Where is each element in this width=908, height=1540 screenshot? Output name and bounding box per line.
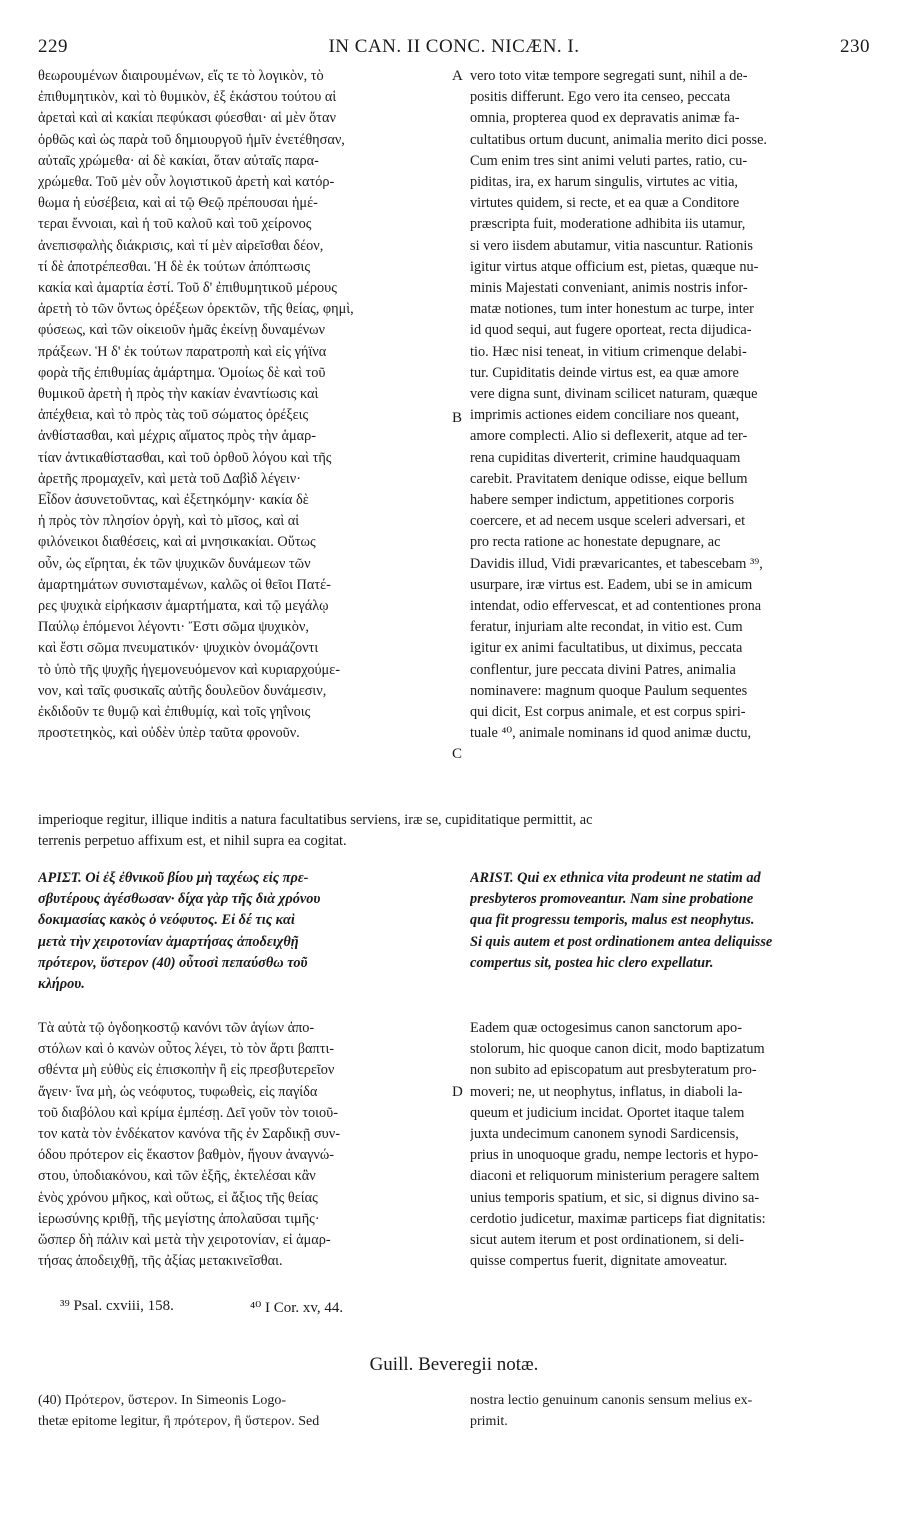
margin-marker-d: D	[452, 1084, 463, 1100]
latin-text-line: tur. Cupiditatis deinde virtus est, ea quæ amore	[470, 364, 739, 381]
arist-latin-summary	[470, 868, 874, 974]
latin-text-line: non subito ad episcopatum aut presbyteratum pro-	[470, 1062, 757, 1079]
greek-text-line: ὀρθῶς καὶ ὡς παρὰ τοῦ δημιουργοῦ ἡμῖν ἐνετέθησαν,	[38, 131, 345, 148]
greek-text-line: Παύλῳ ἑπόμενοι λέγοντι· Ἔστι σῶμα ψυχικὸν,	[38, 619, 309, 636]
full-width-continuation	[38, 810, 874, 852]
arist-greek-line: δοκιμασίας κακὸς ὁ νεόφυτος. Εἰ δέ τις καὶ	[38, 912, 295, 929]
latin-text-line: igitur ex animi facultatibus, ut diximus, peccata	[470, 640, 743, 657]
latin-text-line: Davidis illud, Vidi prævaricantes, et tabescebam ³⁹,	[470, 555, 763, 572]
note-right-column	[470, 1390, 874, 1432]
greek-text-line: νον, καὶ ταῖς φυσικαῖς αὐτῆς δουλεῦον δυνάμεσιν,	[38, 682, 327, 699]
footnote-40: ⁴⁰ I Cor. xv, 44.	[250, 1300, 344, 1316]
greek-text-line: ἀνεπισφαλὴς διάκρισις, καὶ τί μὲν αἱρεῖσθαι δέον,	[38, 237, 324, 254]
greek-text-line: πράξεων. Ἡ δ' ἐκ τούτων παρατροπὴ καὶ εἰς γήϊνα	[38, 343, 327, 360]
greek-text-line: ἀρεταὶ καὶ αἱ κακίαι πεφύκασι φύεσθαι· αἱ μὲν ὅταν	[38, 110, 336, 127]
greek-column-bottom	[38, 1018, 448, 1272]
arist-greek-summary	[38, 868, 448, 995]
latin-text-line: Eadem quæ octogesimus canon sanctorum apo-	[470, 1020, 742, 1036]
latin-text-line: tio. Hæc nisi teneat, in vitium crimenque delabi-	[470, 343, 747, 360]
arist-greek-line: σβυτέρους ἀγέσθωσαν· δίχα γὰρ τῆς διὰ χρόνου	[38, 891, 321, 908]
latin-text-line: vere digna sunt, divinam scilicet naturam, quæque	[470, 386, 758, 403]
greek-text-line: θεωρουμένων διαιρουμένων, εἴς τε τὸ λογικὸν, τὸ	[38, 68, 324, 84]
notes-title: Guill. Beveregii notæ.	[369, 1354, 539, 1375]
margin-marker-a: A	[452, 68, 463, 84]
latin-text-line: moveri; ne, ut neophytus, inflatus, in diaboli la-	[470, 1083, 743, 1100]
latin-text-line: coercere, et ad necem usque sceleri adversari, et	[470, 513, 746, 530]
page-number-left: 229	[38, 36, 68, 57]
latin-text-line: piditas, ira, ex harum singulis, virtutes ac vitia,	[470, 174, 739, 191]
arist-greek-line: ΑΡΙΣΤ. Οἱ ἐξ ἐθνικοῦ βίου μὴ ταχέως εἰς πρε-	[38, 870, 309, 886]
greek-text-line: φιλόνεικοι διαθέσεις, καὶ αἱ μνησικακίαι. Οὕτως	[38, 534, 316, 551]
latin-text-line: cerdotio judicetur, maximæ particeps fiat dignitatis:	[470, 1210, 766, 1227]
latin-text-line: pro recta ratione ac honestate depugnare, ac	[470, 534, 721, 551]
greek-text-line: αὐταῖς χρώμεθα· αἱ δὲ κακίαι, ὅταν αὐταῖς παρα-	[38, 152, 319, 169]
arist-latin-line: compertus sit, postea hic clero expellatur.	[470, 954, 714, 971]
latin-text-line: Cum enim tres sint animi veluti partes, ratio, cu-	[470, 152, 748, 169]
latin-text-line: matæ notiones, tum inter honestum ac turpe, inter	[470, 301, 754, 318]
arist-latin-line: presbyteros promoveantur. Nam sine probatione	[470, 891, 754, 908]
greek-text-line: ἱερωσύνης κριθῇ, τῆς μεγίστης ἀπολαῦσαι τιμῆς·	[38, 1210, 320, 1227]
greek-text-line: Εἶδον ἀσυνετοῦντας, καὶ ἐξετηκόμην· κακία δὲ	[38, 492, 309, 509]
greek-text-line: σθέντα μὴ εὐθὺς εἰς ἐπισκοπὴν ἢ εἰς πρεσβυτερεῖον	[38, 1062, 335, 1079]
greek-text-line: φύσεως, καὶ τῶν οἰκειοῦν ἡμᾶς ἐκείνῃ δυναμένων	[38, 322, 325, 339]
latin-text-line: unius temporis spatium, et sic, si dignus divino sa-	[470, 1189, 760, 1206]
latin-text-line: queum et judicium incidat. Oportet itaque talem	[470, 1104, 745, 1121]
greek-text-line: ἐπιθυμητικὸν, καὶ τὸ θυμικὸν, ἐξ ἑκάστου τούτου αἱ	[38, 89, 337, 106]
margin-marker-b: B	[452, 410, 463, 426]
greek-text-line: στόλων καὶ ὁ κανὼν οὗτος λέγει, τὸ τὸν ἄρτι βαπτι-	[38, 1041, 335, 1058]
greek-column-top	[38, 66, 448, 745]
greek-text-line: ἀπέχθεια, καὶ τὸ πρὸς τὰς τοῦ σώματος ὀρέξεις	[38, 407, 309, 424]
latin-text-line: imperioque regitur, illique inditis a natura facultatibus serviens, iræ se, cupiditatique permittit, ac	[38, 812, 593, 828]
greek-text-line: ἀρετῆς προμαχεῖν, καὶ μετὰ τοῦ Δαβὶδ λέγειν·	[38, 470, 301, 487]
greek-text-line: όδου πρότερον εἰς ἕκαστον βαθμὸν, ἤγουν ἀναγνώ-	[38, 1147, 335, 1164]
latin-text-line: conflentur, jure peccata divini Patres, animalia	[470, 661, 736, 678]
greek-text-line: στου, ὑποδιακόνου, καὶ τῶν ἑξῆς, ἐκτελέσαι κἂν	[38, 1168, 316, 1185]
latin-text-line: vero toto vitæ tempore segregati sunt, nihil a de-	[470, 68, 748, 84]
latin-text-line: omnia, propterea quod ex depravatis animæ fa-	[470, 110, 740, 127]
latin-text-line: præscripta fuit, moderatione adhibita iis utamur,	[470, 216, 746, 233]
latin-text-line: sicut autem iterum et post ordinationem, si deli-	[470, 1232, 744, 1249]
latin-text-line: id quod sequi, aut fugere oporteat, recta dijudica-	[470, 322, 752, 339]
greek-text-line: οὖν, ὡς εἴρηται, ἐκ τῶν ψυχικῶν δυνάμεων τῶν	[38, 555, 311, 572]
note-line: nostra lectio genuinum canonis sensum melius ex-	[470, 1393, 753, 1408]
latin-text-line: terrenis perpetuo affixum est, et nihil supra ea cogitat.	[38, 833, 347, 850]
greek-text-line: τήσας ἀποδειχθῇ, τῆς ἀξίας μετακινεῖσθαι.	[38, 1253, 283, 1270]
greek-text-line: ἁμαρτημάτων συνισταμένων, καλῶς οἱ θεῖοι Πατέ-	[38, 576, 331, 593]
greek-text-line: κακία καὶ ἁμαρτία ἐστί. Τοῦ δ' ἐπιθυμητικοῦ μέρους	[38, 280, 337, 297]
arist-greek-line: πρότερον, ὕστερον (40) οὗτοσὶ πεπαύσθω τοῦ	[38, 954, 308, 971]
greek-text-line: προστετηκὸς, καὶ οὐδὲν ὑπὲρ ταῦτα φρονοῦν.	[38, 725, 300, 742]
note-line: (40) Πρότερον, ὕστερον. In Simeonis Logo-	[38, 1393, 287, 1408]
latin-text-line: positis differunt. Ego vero ita censeo, peccata	[470, 89, 731, 106]
arist-greek-line: μετὰ τὴν χειροτονίαν ἁμαρτήσας ἀποδειχθῇ	[38, 933, 299, 950]
latin-text-line: qui dicit, Est corpus animale, et est corpus spiri-	[470, 704, 746, 721]
arist-latin-line: ARIST. Qui ex ethnica vita prodeunt ne statim ad	[470, 870, 761, 886]
greek-text-line: τεραι ἔννοιαι, καὶ ἡ τοῦ καλοῦ καὶ τοῦ χείρονος	[38, 216, 312, 233]
note-left-column	[38, 1390, 448, 1432]
arist-latin-line: Si quis autem et post ordinationem antea deliquisse	[470, 933, 773, 950]
arist-greek-line: κλήρου.	[38, 976, 85, 993]
greek-text-line: τίαν ἀντικαθίστασθαι, καὶ τοῦ ὀρθοῦ λόγου καὶ τῆς	[38, 449, 332, 466]
latin-text-line: stolorum, hic quoque canon dicit, modo baptizatum	[470, 1041, 765, 1058]
latin-text-line: virtutes quidem, si recte, et ea quæ a Conditore	[470, 195, 740, 212]
margin-marker-c: C	[452, 746, 463, 762]
note-line: thetæ epitome legitur, ἢ πρότερον, ἢ ὕστερον. Sed	[38, 1414, 320, 1430]
latin-text-line: si vero iisdem abutamur, vitia nascuntur. Rationis	[470, 237, 753, 254]
latin-text-line: habere semper indictum, appetitiones corporis	[470, 492, 735, 509]
greek-text-line: ρες ψυχικὰ εἰρήκασιν ἁμαρτήματα, καὶ τῷ μεγάλῳ	[38, 598, 329, 615]
latin-text-line: carebit. Pravitatem denique odisse, eique bellum	[470, 470, 748, 487]
greek-text-line: τον κατὰ τὸν ἑνδέκατον κανόνα τῆς ἐν Σαρδικῇ συν-	[38, 1126, 340, 1143]
greek-text-line: τί δὲ ἀποτρέπεσθαι. Ἡ δὲ ἐκ τούτων ἀπόπτωσις	[38, 258, 311, 275]
page-number-right: 230	[840, 36, 870, 57]
latin-text-line: diaconi et reliquorum ministerium peragere saltem	[470, 1168, 760, 1185]
latin-text-line: tuale ⁴⁰, animale nominans id quod animæ ductu,	[470, 725, 752, 742]
greek-text-line: ὥσπερ δὴ πάλιν καὶ μετὰ τὴν χειροτονίαν, εἰ ἁμαρ-	[38, 1232, 331, 1249]
latin-text-line: igitur virtus atque officium est, pietas, quæque nu-	[470, 258, 759, 275]
latin-text-line: nominavere: magnum quoque Paulum sequentes	[470, 682, 748, 699]
running-title: IN CAN. II CONC. NICÆN. I.	[328, 36, 580, 57]
latin-text-line: juxta undecimum canonem synodi Sardicensis,	[470, 1126, 739, 1143]
latin-text-line: feratur, injuriam alte recondat, in vitio est. Cum	[470, 619, 743, 636]
latin-column-top	[470, 66, 874, 745]
greek-text-line: ἀρετὴ τὸ τῶν ὄντως ὀρέξεων ὀρεκτῶν, τῆς θείας, φημὶ,	[38, 301, 354, 318]
greek-text-line: θωμα ἡ εὐσέβεια, καὶ αἱ τῷ Θεῷ πρέπουσαι ἡμέ-	[38, 195, 318, 212]
greek-text-line: φορὰ τῆς ἐπιθυμίας ἁμάρτημα. Ὁμοίως δὲ καὶ τοῦ	[38, 364, 326, 381]
latin-text-line: cultatibus ortum ducunt, animalia merito dici posse.	[470, 131, 767, 148]
greek-text-line: θυμικοῦ ἀρετὴ ἡ πρὸς τὴν κακίαν ἐναντίωσις καὶ	[38, 386, 319, 403]
latin-column-bottom	[470, 1018, 874, 1272]
greek-text-line: ἐκδιδοῦν τε θυμῷ καὶ ἐπιθυμίᾳ, καὶ τοῖς γηΐνοις	[38, 704, 311, 721]
note-line: primit.	[470, 1414, 508, 1430]
footnote-39: ³⁹ Psal. cxviii, 158.	[60, 1298, 174, 1314]
latin-text-line: intendat, odio effervescat, et ad contentiones prona	[470, 598, 762, 615]
latin-text-line: minis Majestati conveniant, animis nostris infor-	[470, 280, 748, 297]
greek-text-line: ἄγειν· ἵνα μὴ, ὡς νεόφυτος, τυφωθεὶς, εἰς παγίδα	[38, 1083, 318, 1100]
greek-text-line: ἑνὸς χρόνου μῆκος, καὶ οὕτως, εἰ ἄξιος τῆς θείας	[38, 1189, 318, 1206]
latin-text-line: rena cupiditas diverterit, crimine haudquaquam	[470, 449, 741, 466]
latin-text-line: prius in unoquoque gradu, nempe lectoris et hypo-	[470, 1147, 759, 1164]
greek-text-line: Τὰ αὐτὰ τῷ ὀγδοηκοστῷ κανόνι τῶν ἁγίων ἀπο-	[38, 1020, 315, 1036]
greek-text-line: καὶ ἔστι σῶμα πνευματικόν· ψυχικὸν ὀνομάζοντι	[38, 640, 319, 657]
latin-text-line: quisse compertus fuerit, dignitate amoveatur.	[470, 1253, 728, 1270]
latin-text-line: usurpare, iræ virtus est. Eadem, ubi se in amicum	[470, 576, 753, 593]
greek-text-line: τὸ ὑπὸ τῆς ψυχῆς ἡγεμονευόμενον καὶ κυριαρχούμε-	[38, 661, 340, 678]
greek-text-line: ἀνθίστασθαι, καὶ μέχρις αἵματος πρὸς τὴν ἁμαρ-	[38, 428, 317, 445]
greek-text-line: χρώμεθα. Τοῦ μὲν οὖν λογιστικοῦ ἀρετὴ καὶ κατόρ-	[38, 174, 335, 191]
greek-text-line: τοῦ διαβόλου καὶ κρίμα ἐμπέσῃ. Δεῖ γοῦν τὸν τοιοῦ-	[38, 1104, 338, 1121]
latin-text-line: amore complecti. Alio si deflexerit, atque ad ter-	[470, 428, 748, 445]
latin-text-line: imprimis actiones eidem conciliare nos queant,	[470, 407, 740, 424]
greek-text-line: ἡ πρὸς τὸν πλησίον ὀργὴ, καὶ τὸ μῖσος, καὶ αἱ	[38, 513, 300, 530]
arist-latin-line: qua fit progressu temporis, malus est neophytus.	[470, 912, 755, 929]
running-header	[38, 36, 870, 66]
